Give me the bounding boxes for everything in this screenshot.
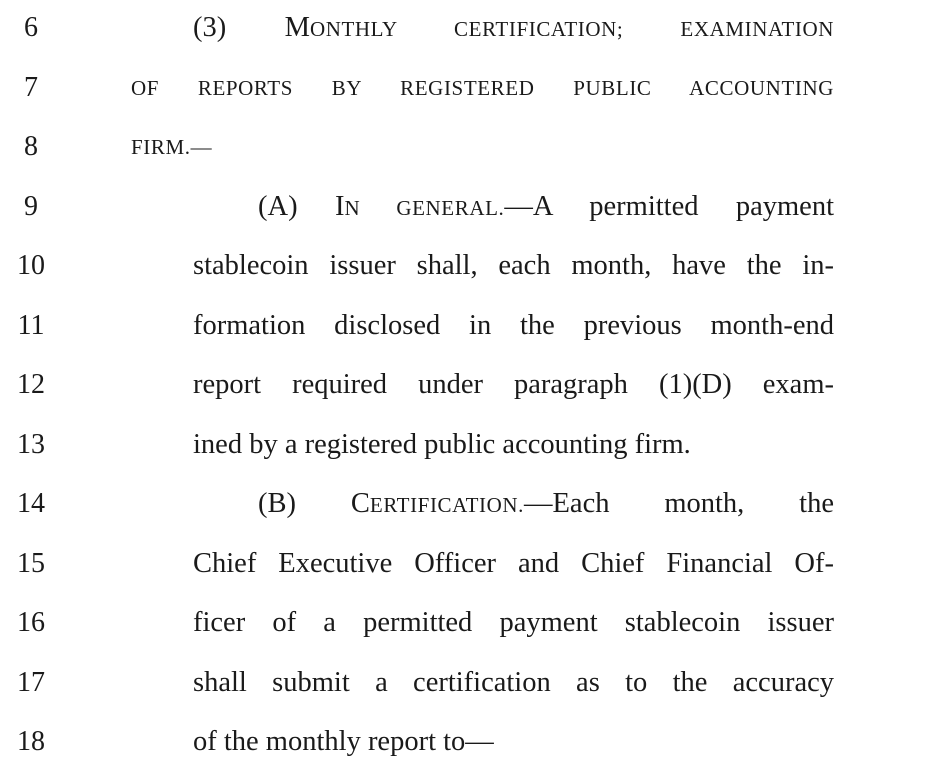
line-number: 12 [17,369,45,400]
line-text [193,10,834,47]
line-text: stablecoin issuer shall, each month, have the in- [193,250,834,281]
line-text: Chief Executive Officer and Chief Financial Of- [193,547,834,579]
line-number: 11 [17,309,45,341]
bill-line [0,536,926,596]
heading-smallcaps: ERTIFICATION. [369,493,525,517]
heading-initial: M [284,12,310,43]
bill-line [0,357,926,417]
bill-line [0,476,926,536]
subparagraph-designator: (A) [258,190,335,222]
line-number: 18 [17,726,45,757]
bill-line [0,179,926,239]
heading-initial: C [350,488,370,519]
line-text: FIRM.— [131,135,213,159]
bill-line [0,417,926,477]
line-number: 15 [17,547,45,579]
line-text [258,486,834,523]
bill-line [0,714,926,774]
line-number: 13 [17,428,45,460]
bill-line [0,595,926,655]
line-text: ficer of a permitted payment stablecoin issuer [193,607,834,638]
subparagraph-body: —Each month, the [524,488,834,519]
heading-smallcaps: ONTHLY CERTIFICATION; EXAMINATION [309,17,835,41]
line-number: 16 [17,607,45,638]
line-text: ined by a registered public accounting firm. [193,428,691,460]
bill-line [0,0,926,60]
line-number: 17 [17,666,45,698]
line-text: of the monthly report to— [193,726,494,757]
line-text: formation disclosed in the previous month-end [193,309,834,341]
heading-initial: I [334,190,345,222]
line-text: report required under paragraph (1)(D) exam- [193,369,834,400]
line-number: 9 [24,190,38,222]
bill-line [0,655,926,715]
line-number: 7 [24,71,38,103]
subparagraph-body: —A permitted payment [504,190,834,222]
line-number: 14 [17,488,45,519]
bill-line [0,60,926,120]
heading-smallcaps: N GENERAL. [344,195,505,220]
bill-line [0,119,926,179]
subparagraph-designator: (B) [258,488,351,519]
line-number: 6 [24,12,38,43]
bill-line [0,238,926,298]
line-text: OF REPORTS BY REGISTERED PUBLIC ACCOUNTING [131,75,834,100]
line-text [258,189,834,226]
line-number: 8 [24,131,38,162]
paragraph-designator: (3) [193,12,285,43]
bill-line [0,298,926,358]
line-text: shall submit a certification as to the accuracy [193,666,834,698]
line-number: 10 [17,250,45,281]
